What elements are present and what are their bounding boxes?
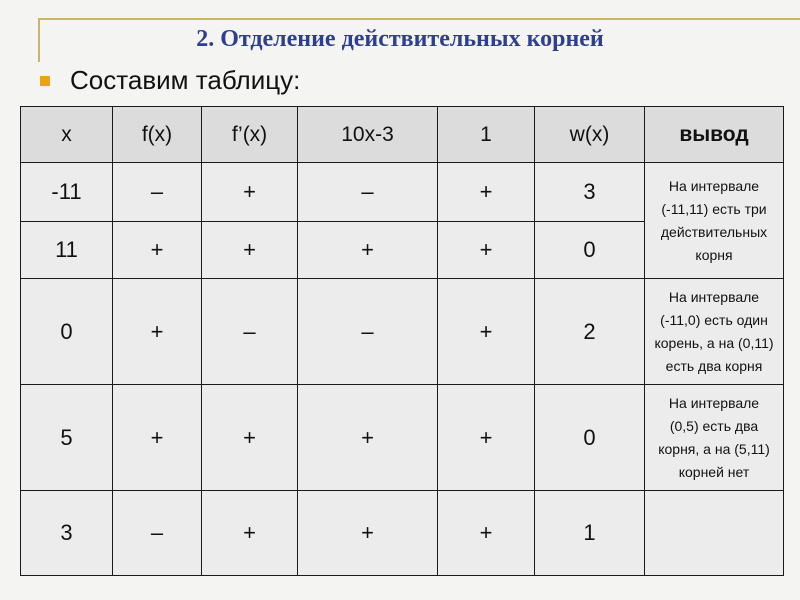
table-cell: 0	[535, 222, 645, 279]
conclusion-line2: (-11,0) есть один корень, а на (0,11) есть два корня	[654, 311, 774, 374]
table-cell: +	[113, 385, 202, 491]
table-cell: -11	[21, 163, 113, 222]
table-cell: +	[298, 385, 438, 491]
table-cell: +	[113, 222, 202, 279]
table-cell: 1	[535, 491, 645, 576]
conclusion-line1: На интервале	[668, 288, 760, 305]
header-cell: вывод	[645, 107, 784, 163]
table-cell: 5	[21, 385, 113, 491]
table-cell: –	[298, 279, 438, 385]
table-cell: +	[438, 222, 535, 279]
table-cell: 11	[21, 222, 113, 279]
table-row	[21, 385, 784, 491]
table-cell: 3	[535, 163, 645, 222]
table-cell: +	[438, 491, 535, 576]
table-cell: 2	[535, 279, 645, 385]
slide-title: 2. Отделение действительных корней	[196, 26, 604, 52]
table-cell: –	[298, 163, 438, 222]
header-cell: x	[21, 107, 113, 163]
frame-top-line	[38, 18, 800, 20]
header-cell: f(x)	[113, 107, 202, 163]
table-cell: –	[202, 279, 298, 385]
table-row	[21, 163, 784, 222]
table-row	[21, 279, 784, 385]
table-cell: +	[202, 491, 298, 576]
table-cell: +	[202, 385, 298, 491]
table-cell: +	[298, 491, 438, 576]
table-cell: –	[113, 491, 202, 576]
table-cell: 0	[21, 279, 113, 385]
conclusion-line2: (0,5) есть два корня, а на (5,11) корней нет	[658, 417, 770, 480]
table-cell: +	[438, 163, 535, 222]
table-row	[21, 491, 784, 576]
roots-table	[20, 106, 784, 576]
table-cell: +	[202, 163, 298, 222]
bullet-icon	[40, 76, 50, 86]
header-cell: 1	[438, 107, 535, 163]
conclusion-line2: (-11,11) есть три действительных корня	[660, 200, 768, 263]
header-cell: 10x-3	[298, 107, 438, 163]
table-cell: +	[438, 385, 535, 491]
bullet-row	[40, 63, 300, 97]
table-cell: 3	[21, 491, 113, 576]
conclusion-line1: На интервале	[668, 394, 760, 411]
table-header-row	[21, 107, 784, 163]
table-cell: +	[438, 279, 535, 385]
conclusion-cell	[645, 491, 784, 576]
conclusion-line1: На интервале	[668, 177, 760, 194]
conclusion-cell	[645, 163, 784, 279]
table-cell: +	[113, 279, 202, 385]
table-cell: +	[202, 222, 298, 279]
conclusion-cell	[645, 385, 784, 491]
table-cell: –	[113, 163, 202, 222]
table-cell: +	[298, 222, 438, 279]
header-cell: w(x)	[535, 107, 645, 163]
subtitle: Составим таблицу:	[70, 64, 301, 95]
header-cell: f’(x)	[202, 107, 298, 163]
table-cell: 0	[535, 385, 645, 491]
conclusion-cell	[645, 279, 784, 385]
